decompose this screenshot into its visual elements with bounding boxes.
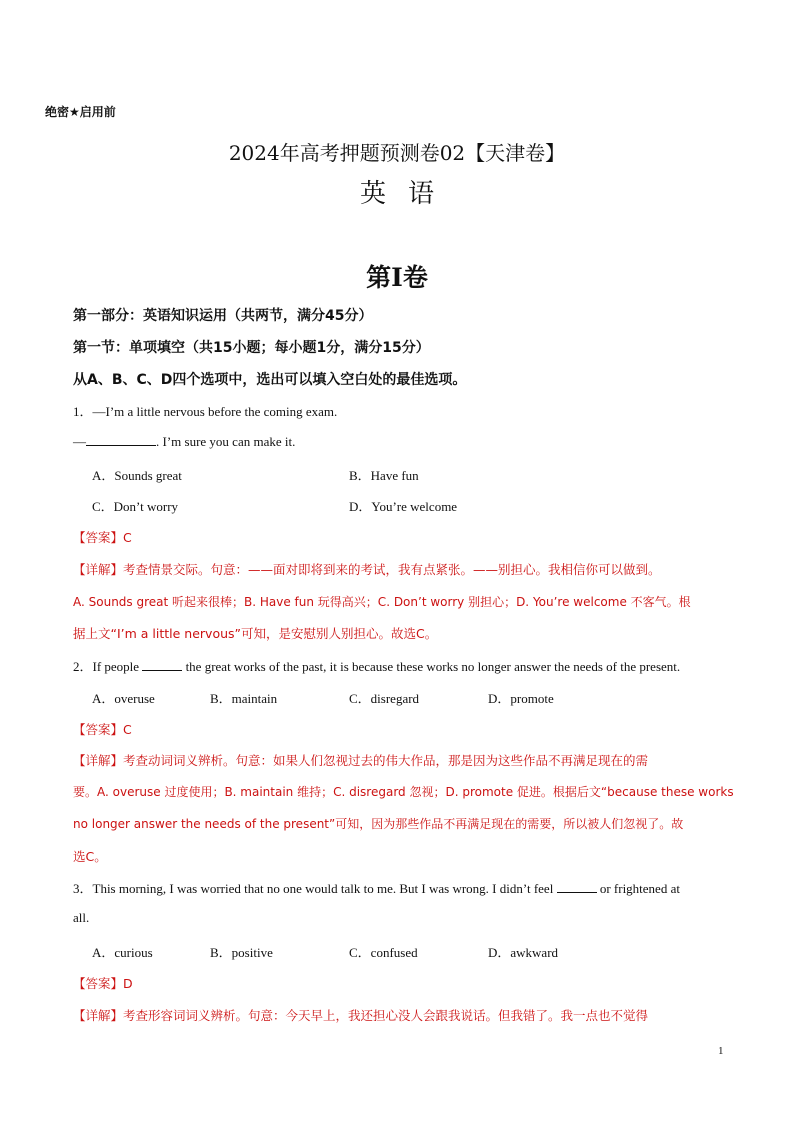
q3-option-d: D．awkward: [488, 945, 559, 960]
q3-stem-suffix: or frightened at: [599, 881, 680, 896]
q1-explanation-1: 【详解】考查情景交际。句意：——面对即将到来的考试，我有点紧张。——别担心。我相信你可以做到。: [73, 562, 661, 577]
q3-explanation-1: 【详解】考查形容词词义辨析。句意：今天早上，我还担心没人会跟我说话。但我错了。我一点也不觉得: [73, 1008, 649, 1023]
q3-option-a: A．curious: [92, 945, 153, 960]
q2-option-c: C．disregard: [349, 691, 420, 706]
q1-reply-suffix: . I’m sure you can make it.: [156, 434, 296, 449]
q2-option-b: B．maintain: [210, 691, 278, 706]
q2-option-a: A．overuse: [92, 691, 155, 706]
q1-reply: [73, 433, 295, 450]
q3-option-b: B．positive: [210, 945, 273, 960]
q3-blank: [557, 880, 597, 893]
q2-explanation-4: 选C。: [73, 849, 107, 864]
q3-answer: 【答案】D: [73, 976, 133, 991]
volume-title: 第I卷: [366, 263, 428, 292]
q2-option-d: D．promote: [488, 691, 554, 706]
q1-blank: [86, 433, 156, 446]
q2-blank: [142, 658, 182, 671]
q3-stem: [73, 878, 680, 897]
q1-stem: 1．—I’m a little nervous before the coming exam.: [73, 404, 338, 419]
subsection-heading: 第一节：单项填空（共15小题；每小题1分，满分15分）: [73, 340, 430, 356]
q2-answer: 【答案】C: [73, 722, 132, 737]
q1-option-c: C．Don’t worry: [92, 499, 179, 514]
q1-option-a: A．Sounds great: [92, 468, 182, 483]
q2-stem-prefix: 2．If people: [73, 659, 140, 674]
subject-title: 英语: [359, 179, 456, 209]
q1-answer: 【答案】C: [73, 530, 132, 545]
q1-reply-prefix: —: [73, 434, 86, 449]
q3-stem-prefix: 3．This morning, I was worried that no one would talk to me. But I was wrong. I didn’t feel: [73, 881, 554, 896]
exam-title: 2024年高考押题预测卷02【天津卷】: [228, 141, 566, 165]
q2-explanation-1: 【详解】考查动词词义辨析。句意：如果人们忽视过去的伟大作品，那是因为这些作品不再满足现在的需: [73, 753, 649, 768]
q2-stem: [73, 656, 680, 675]
q2-explanation-3: no longer answer the needs of the present”可知，因为那些作品不再满足现在的需要，所以被人们忽视了。故: [73, 817, 684, 831]
part-heading: 第一部分：英语知识运用（共两节，满分45分）: [73, 308, 373, 324]
q3-stem-line2: all.: [73, 910, 90, 925]
q2-explanation-2: 要。A. overuse 过度使用；B. maintain 维持；C. disregard 忽视；D. promote 促进。根据后文“because these works: [73, 785, 734, 799]
instruction-text: 从A、B、C、D四个选项中，选出可以填入空白处的最佳选项。: [73, 372, 467, 388]
q2-stem-suffix: the great works of the past, it is because these works no longer answer the needs of the present.: [185, 659, 681, 674]
page-number: 1: [718, 1045, 724, 1057]
q1-explanation-2: A. Sounds great 听起来很棒；B. Have fun 玩得高兴；C. Don’t worry 别担心；D. You’re welcome 不客气。根: [73, 595, 691, 609]
q1-explanation-3: 据上文“I’m a little nervous”可知，是安慰别人别担心。故选C。: [73, 626, 438, 641]
secret-label: 绝密★启用前: [45, 105, 116, 119]
q1-option-b: B．Have fun: [349, 468, 419, 483]
q1-option-d: D．You’re welcome: [349, 499, 458, 514]
q3-option-c: C．confused: [349, 945, 418, 960]
